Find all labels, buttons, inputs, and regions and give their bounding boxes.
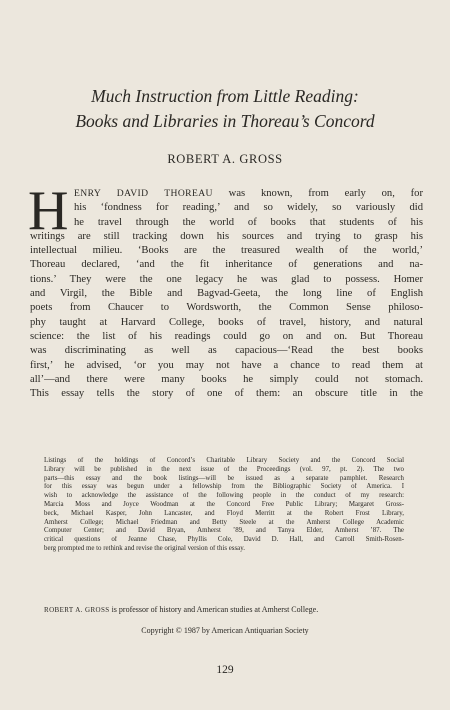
body-line: and Virgil, the Bible and Bagvad-Geeta, the long line of English	[30, 288, 423, 300]
bio-name: ROBERT A. GROSS	[44, 606, 110, 614]
article-title-line-2: Books and Libraries in Thoreau’s Concord	[75, 111, 375, 131]
body-line: phy taught at Harvard College, books of travel, history, and natural	[30, 316, 423, 328]
footnote-line: beck, Michael Kasper, John Lancaster, and Floyd Merritt at the Robert Frost Library,	[44, 509, 404, 517]
body-line: intellectual milieu. ‘Books are the treasured wealth of the world,’	[30, 245, 423, 257]
body-line: poets from Chaucer to Wordsworth, the Common Sense philoso-	[30, 302, 423, 314]
article-title-line-1: Much Instruction from Little Reading:	[91, 86, 359, 106]
bio-text: is professor of history and American studies at Amherst College.	[109, 605, 319, 614]
body-line: he travel through the world of books that students of his	[74, 216, 423, 228]
author-name: ROBERT A. GROSS	[167, 152, 283, 166]
footnote-line: berg prompted me to rethink and revise the original version of this essay.	[44, 544, 245, 552]
footnote-line: for this essay was begun under a fellowship from the Bibliographic Society of America. I	[44, 483, 404, 491]
footnote-line: Amherst College; Michael Friedman and Betty Steele at the Amherst College Academic	[44, 518, 404, 526]
copyright-notice: Copyright © 1987 by American Antiquarian Society	[141, 626, 309, 635]
body-line-text: was known, from early on, for	[212, 188, 423, 199]
footnote-line: wish to acknowledge the assistance of the following people in the conduct of my research:	[44, 492, 404, 500]
body-line: his ‘fondness for reading,’ and so widely, so variously did	[74, 202, 423, 214]
body-line	[30, 187, 423, 201]
drop-cap: H	[28, 180, 69, 242]
body-line: all’—and there were many books he simply could not stomach.	[30, 373, 423, 385]
body-line: science: the list of his readings could go on and on. But Thoreau	[30, 330, 423, 342]
body-line: tions.’ They were the one legacy he was glad to possess. Homer	[30, 273, 423, 285]
author-bio	[44, 605, 406, 615]
body-line: Thoreau declared, ‘and the fit inheritance of generations and na-	[30, 259, 423, 271]
footnote-line: parts—this essay and the book listings—will be issued as a separate pamphlet. Research	[44, 474, 404, 482]
lead-small-caps: ENRY DAVID THOREAU	[74, 188, 213, 199]
footnote-line: Marcia Moss and Joyce Woodman at the Concord Free Public Library; Margaret Gross-	[44, 500, 404, 508]
body-line: was discriminating as well as capacious—‘Read the best books	[30, 345, 423, 357]
footnote-line: Library will be published in the next issue of the Proceedings (vol. 97, pt. 2). The two	[44, 465, 404, 473]
body-line: first,’ he advised, ‘or you may not have a chance to read them at	[30, 359, 423, 371]
footnote-line: Computer Center; and David Bryan, Amherst ’89, and Tanya Elder, Amherst ’87. The	[44, 527, 404, 535]
footnote-line: Listings of the holdings of Concord’s Charitable Library Society and the Concord Social	[44, 457, 404, 464]
footnote-line: critical questions of Jeanne Chase, Phyllis Cole, David D. Hall, and Carroll Smith-Rosen-	[44, 536, 404, 544]
body-text	[28, 180, 423, 401]
body-line: writings are still tracking down his sources and trying to grasp his	[30, 230, 423, 242]
page-number: 129	[216, 664, 234, 676]
body-line: This essay tells the story of one of them: an obscure title in the	[30, 388, 423, 400]
footnote	[44, 457, 404, 554]
